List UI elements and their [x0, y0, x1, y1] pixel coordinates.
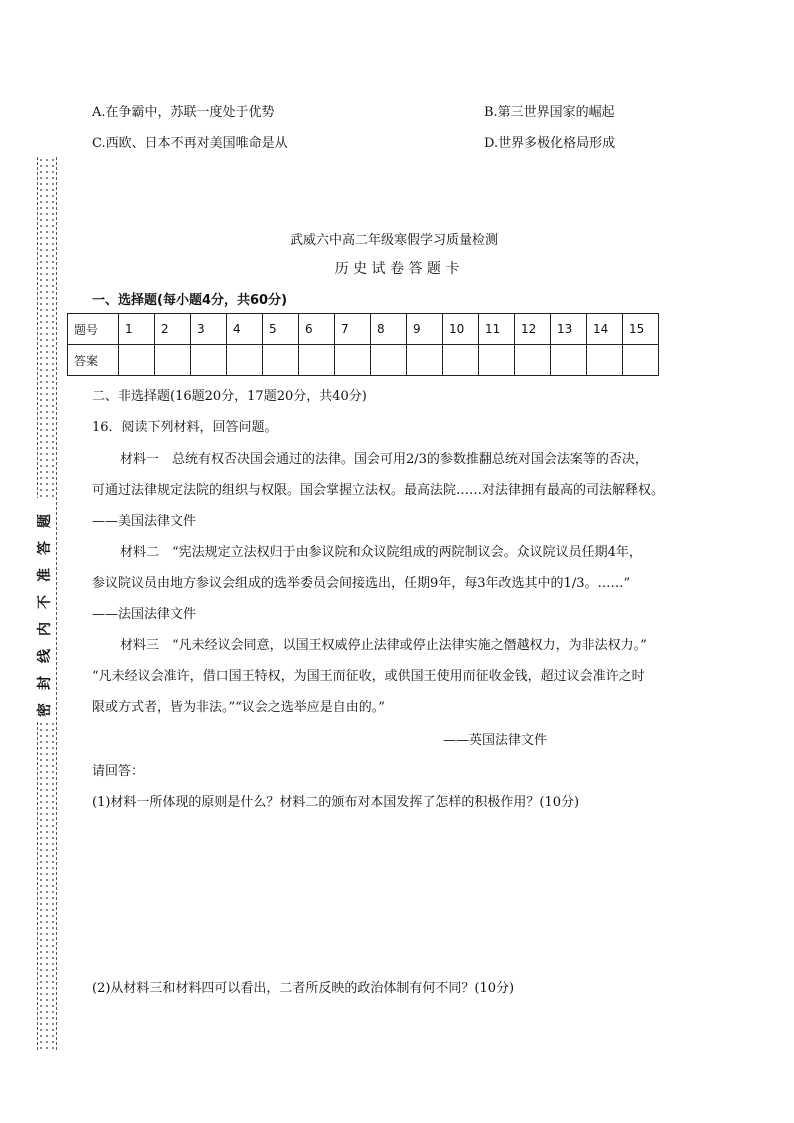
question-number: 12: [515, 314, 551, 345]
answer-cell[interactable]: [443, 345, 479, 376]
material-3-line-1: 材料三 “凡未经议会同意，以国王权威停止法律或停止法律实施之僭越权力，为非法权力。”: [120, 638, 647, 653]
question-number: 4: [227, 314, 263, 345]
material-2-source: ——法国法律文件: [92, 607, 197, 622]
question-16: 16．阅读下列材料，回答问题。: [92, 420, 278, 435]
answer-cell[interactable]: [263, 345, 299, 376]
answer-cell[interactable]: [299, 345, 335, 376]
answer-row: [68, 345, 659, 376]
material-2-line-1: 材料二 “宪法规定立法权归于由参议院和众议院组成的两院制议会。众议院议员任期4年，: [120, 545, 642, 560]
material-3-source: ——英国法律文件: [443, 733, 548, 748]
option-c: C.西欧、日本不再对美国唯命是从: [92, 136, 288, 151]
section2-heading: 二、非选择题(16题20分，17题20分，共40分): [92, 389, 367, 404]
question-number: 10: [443, 314, 479, 345]
answer-card-title: 历 史 试 卷 答 题 卡: [334, 261, 460, 277]
question-number: 3: [191, 314, 227, 345]
option-a: A.在争霸中，苏联一度处于优势: [92, 105, 275, 120]
answer-table: [67, 313, 659, 376]
answer-cell[interactable]: [335, 345, 371, 376]
question-number: 2: [155, 314, 191, 345]
answer-cell[interactable]: [371, 345, 407, 376]
question-number: 9: [407, 314, 443, 345]
material-1-line-2: 可通过法律规定法院的组织与权限。国会掌握立法权。最高法院……对法律拥有最高的司法解释权。: [92, 483, 665, 498]
answer-cell[interactable]: [191, 345, 227, 376]
answer-cell[interactable]: [479, 345, 515, 376]
question-number: 13: [551, 314, 587, 345]
answer-prompt: 请回答：: [92, 764, 145, 779]
material-2-line-2: 参议院议员由地方参议会组成的选举委员会间接选出，任期9年，每3年改选其中的1/3。……”: [92, 576, 631, 591]
material-3-line-3: 限或方式者，皆为非法。”“议会之选举应是自由的。”: [92, 700, 385, 715]
answer-cell[interactable]: [119, 345, 155, 376]
question-number: 1: [119, 314, 155, 345]
answer-cell[interactable]: [227, 345, 263, 376]
row-label-answer: 答案: [68, 345, 119, 376]
section1-heading: 一、选择题(每小题4分，共60分): [92, 293, 288, 308]
question-number: 5: [263, 314, 299, 345]
row-label-number: 题号: [68, 314, 119, 345]
school-title: 武威六中高二年级寒假学习质量检测: [289, 233, 498, 248]
sub-question-2: (2)从材料三和材料四可以看出，二者所反映的政治体制有何不同？(10分): [92, 981, 515, 996]
question-number-row: [68, 314, 659, 345]
answer-cell[interactable]: [515, 345, 551, 376]
answer-cell[interactable]: [407, 345, 443, 376]
material-3-line-2: “凡未经议会准许，借口国王特权，为国王而征收，或供国王使用而征收金钱，超过议会准许之时: [92, 669, 645, 684]
answer-cell[interactable]: [155, 345, 191, 376]
question-number: 7: [335, 314, 371, 345]
option-b: B.第三世界国家的崛起: [484, 105, 615, 120]
material-1-source: ——美国法律文件: [92, 514, 197, 529]
question-number: 11: [479, 314, 515, 345]
sub-question-1: (1)材料一所体现的原则是什么？材料二的颁布对本国发挥了怎样的积极作用？(10分): [92, 795, 580, 810]
question-number: 14: [587, 314, 623, 345]
material-1-line-1: 材料一 总统有权否决国会通过的法律。国会可用2/3的参数推翻总统对国会法案等的否决，: [120, 452, 648, 467]
answer-cell[interactable]: [587, 345, 623, 376]
option-d: D.世界多极化格局形成: [484, 136, 616, 151]
question-number: 8: [371, 314, 407, 345]
question-number: 6: [299, 314, 335, 345]
answer-cell[interactable]: [623, 345, 659, 376]
binding-strip-label: 密封线内不准答题: [35, 498, 55, 720]
answer-cell[interactable]: [551, 345, 587, 376]
question-number: 15: [623, 314, 659, 345]
